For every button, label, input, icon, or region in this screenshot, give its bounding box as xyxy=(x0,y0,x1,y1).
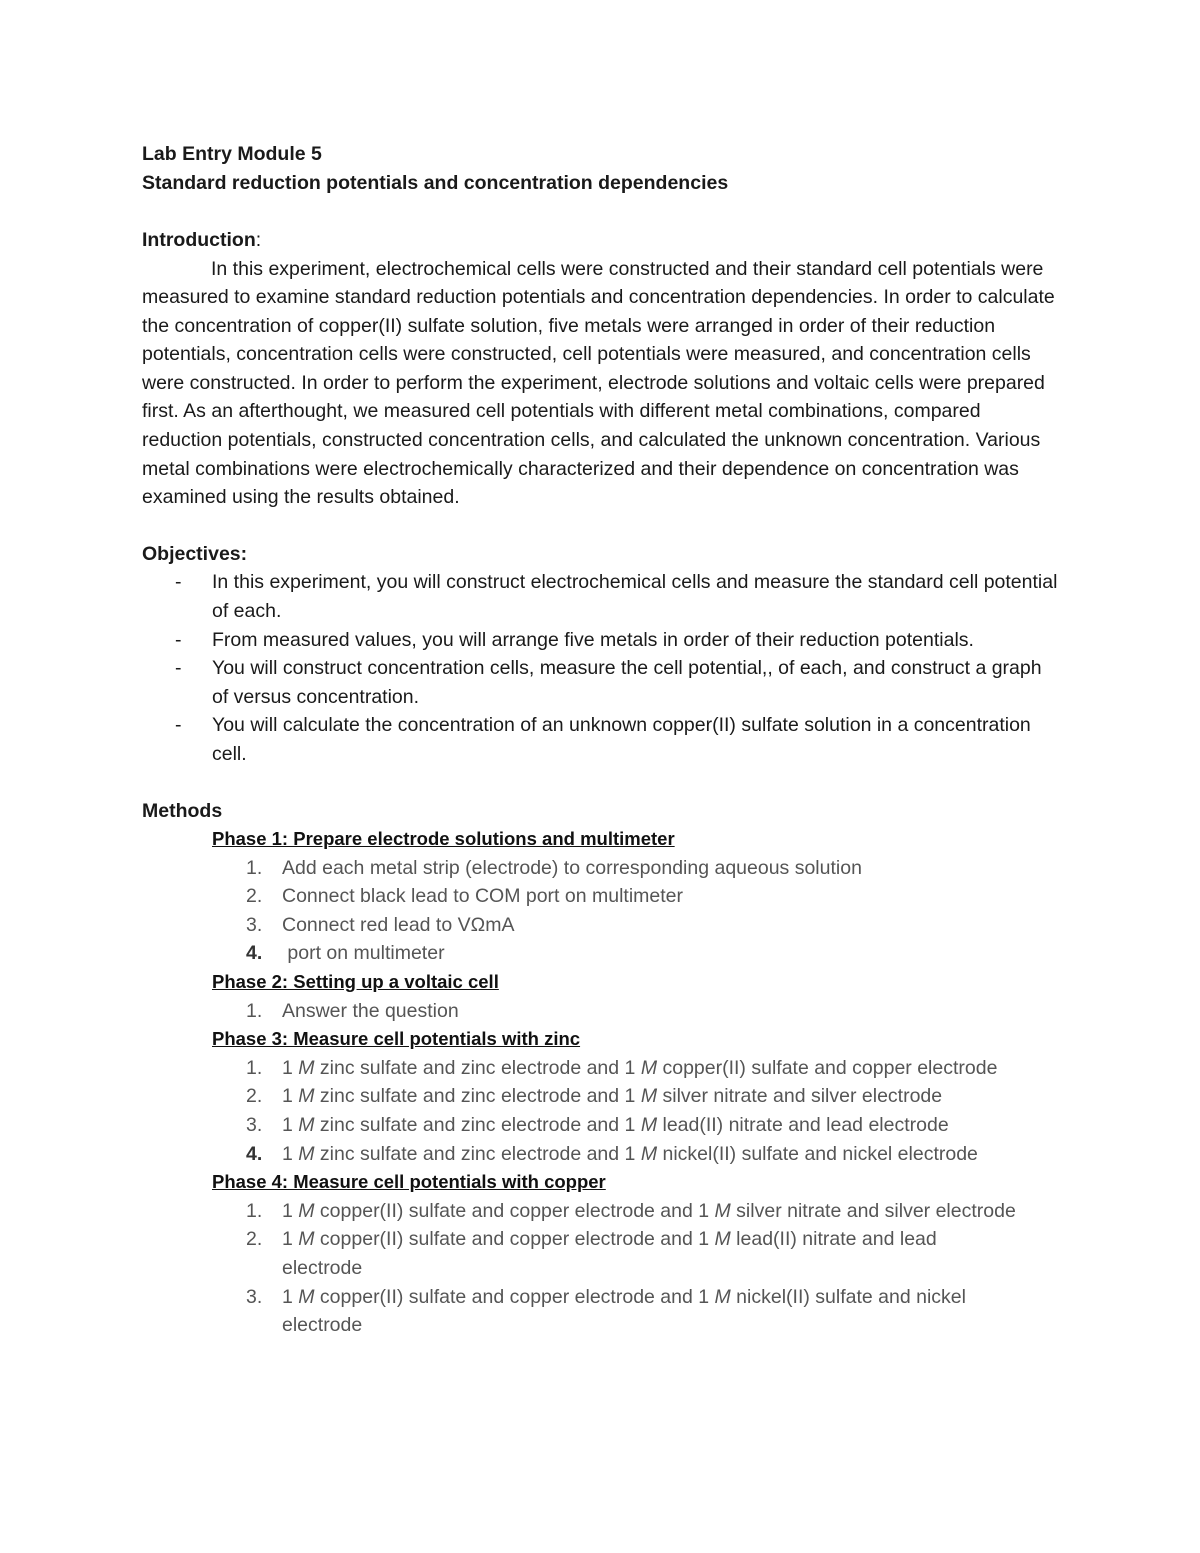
objective-text: From measured values, you will arrange five metals in order of their reduction potentials. xyxy=(212,628,974,651)
step-item: 3. 1 M copper(II) sulfate and copper electrode and 1 M nickel(II) sulfate and nickel electrode xyxy=(246,1285,966,1337)
objectives-heading: Objectives: xyxy=(142,542,248,565)
objective-text: You will construct concentration cells, measure the cell potential,, of each, and construct a graph of versus concentration. xyxy=(212,657,1042,708)
step-item: 2. Connect black lead to COM port on multimeter xyxy=(246,885,684,908)
step-item: 2. 1 M zinc sulfate and zinc electrode and 1 M silver nitrate and silver electrode xyxy=(246,1085,943,1108)
objective-item: - You will calculate the concentration of an unknown copper(II) sulfate solution in a concentration cell. xyxy=(175,714,1031,765)
phase2-steps xyxy=(142,997,1062,1026)
objective-item: - From measured values, you will arrange five metals in order of their reduction potentials. xyxy=(175,628,974,651)
step-text: Answer the question xyxy=(282,999,459,1022)
step-item: 3. 1 M zinc sulfate and zinc electrode and 1 M lead(II) nitrate and lead electrode xyxy=(246,1113,949,1136)
document-page xyxy=(142,140,1062,1340)
phase4-steps xyxy=(142,1197,1062,1340)
objective-text: In this experiment, you will construct electrochemical cells and measure the standard cell potential of each. xyxy=(212,571,1058,622)
introduction-heading-label: Introduction xyxy=(142,229,256,251)
step-item: 4. 1 M zinc sulfate and zinc electrode and 1 M nickel(II) sulfate and nickel electrode xyxy=(246,1142,978,1165)
introduction-heading xyxy=(142,226,1062,255)
step-item: 1. 1 M copper(II) sulfate and copper electrode and 1 M silver nitrate and silver electrode xyxy=(246,1199,1016,1222)
phase1-steps xyxy=(142,854,1062,968)
introduction-paragraph: In this experiment, electrochemical cells were constructed and their standard cell potentials were measured to examine standard reduction potentials and concentration dependencies. In order to calculate the concentration of copper(II) sulfate solution, five metals were arranged in order of their reduction potentials, concentration cells were constructed, cell potentials were measured, and concentration cells were constructed. In order to perform the experiment, electrode solutions and voltaic cells were prepared first. As an afterthought, we measured cell potentials with different metal combinations, compared reduction potentials, constructed concentration cells, and calculated the unknown concentration. Various metal combinations were electrochemically characterized and their dependence on concentration was examined using the results obtained. xyxy=(142,257,1055,509)
step-item: 4. port on multimeter xyxy=(246,942,445,965)
phase2-title: Phase 2: Setting up a voltaic cell xyxy=(212,970,499,992)
document-subtitle: Standard reduction potentials and concentration dependencies xyxy=(142,172,729,194)
objective-item: - In this experiment, you will construct electrochemical cells and measure the standard cell potential of each. xyxy=(175,571,1058,622)
phase4-title: Phase 4: Measure cell potentials with copper xyxy=(212,1171,606,1193)
step-text: Connect red lead to VΩmA xyxy=(282,913,515,936)
phase3-steps xyxy=(142,1054,1062,1168)
step-item: 2. 1 M copper(II) sulfate and copper electrode and 1 M lead(II) nitrate and lead electrode xyxy=(246,1228,937,1279)
step-item: 1. Add each metal strip (electrode) to corresponding aqueous solution xyxy=(246,856,862,879)
objective-text: You will calculate the concentration of an unknown copper(II) sulfate solution in a concentration cell. xyxy=(212,714,1031,765)
step-text: Add each metal strip (electrode) to corresponding aqueous solution xyxy=(282,856,862,879)
introduction-heading-colon: : xyxy=(255,229,262,251)
step-item: 1. Answer the question xyxy=(246,999,459,1022)
step-item: 3. Connect red lead to VΩmA xyxy=(246,913,515,936)
phase3-title: Phase 3: Measure cell potentials with zinc xyxy=(212,1028,581,1050)
phase1-title: Phase 1: Prepare electrode solutions and multimeter xyxy=(212,828,675,849)
step-text: Connect black lead to COM port on multimeter xyxy=(282,885,684,908)
step-item: 1. 1 M zinc sulfate and zinc electrode and 1 M copper(II) sulfate and copper electrode xyxy=(246,1056,998,1079)
step-text: port on multimeter xyxy=(282,942,445,965)
document-title: Lab Entry Module 5 xyxy=(142,143,322,165)
objectives-list xyxy=(142,568,1062,768)
methods-heading: Methods xyxy=(142,799,223,822)
objective-item: - You will construct concentration cells, measure the cell potential,, of each, and construct a graph of versus concentration. xyxy=(175,657,1042,708)
